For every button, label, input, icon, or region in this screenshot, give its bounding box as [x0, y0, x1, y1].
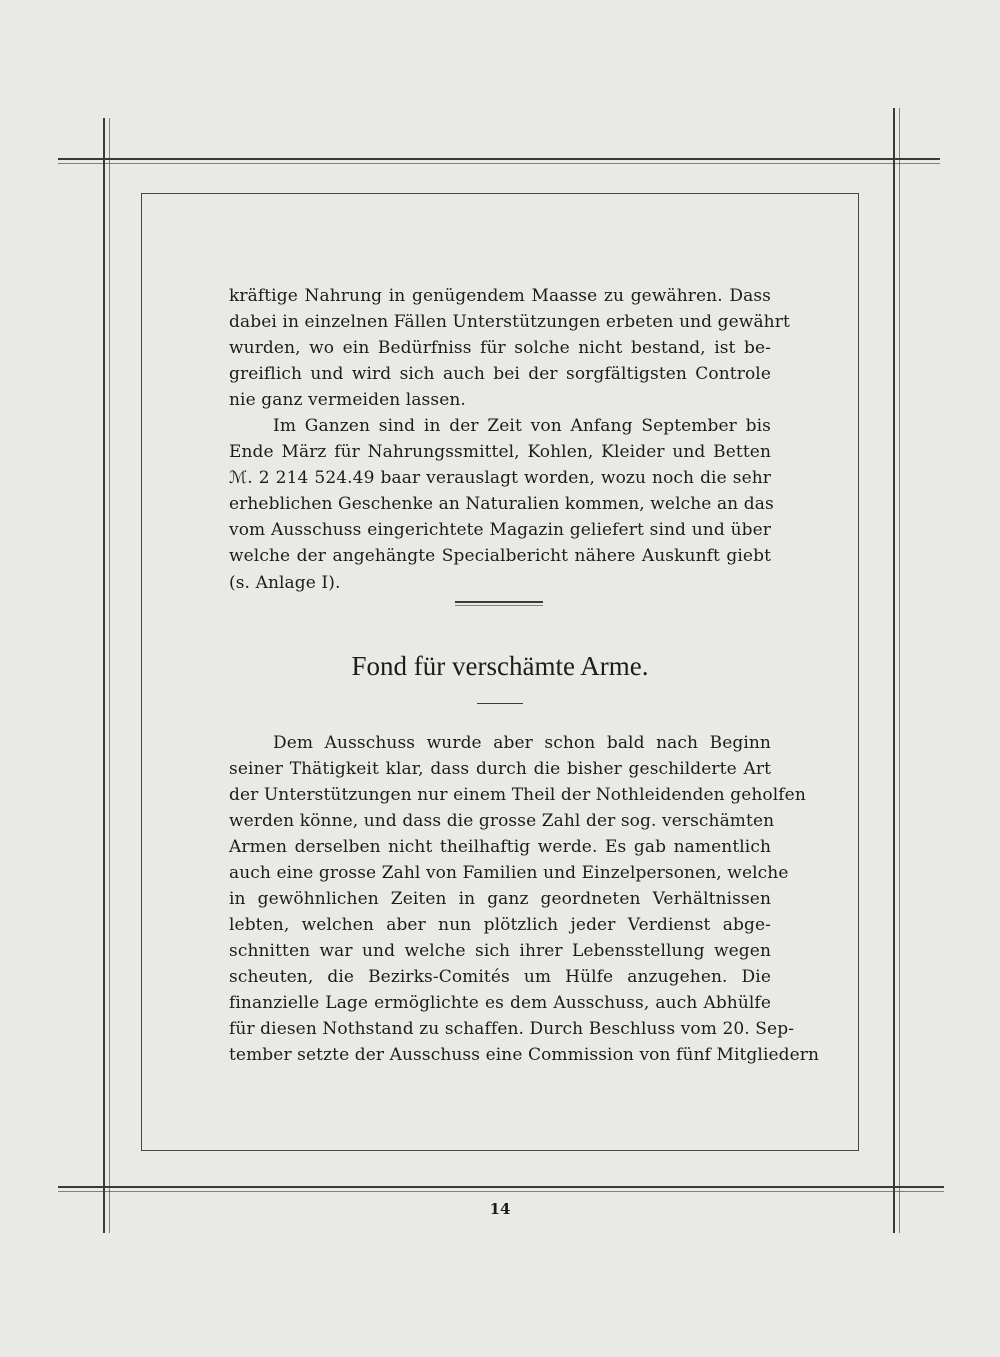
text-line: werden könne, und dass die grosse Zahl der sog. verschämten	[229, 811, 775, 831]
text-line: vom Ausschuss eingerichtete Magazin geliefert sind und über	[229, 520, 771, 540]
text-line: seiner Thätigkeit klar, dass durch die bisher geschilderte Art	[229, 759, 771, 779]
bottom-border-rule-thin	[58, 1191, 944, 1192]
text-line: Im Ganzen sind in der Zeit von Anfang September bis	[273, 416, 771, 436]
text-line: in gewöhnlichen Zeiten in ganz geordneten Verhältnissen	[229, 889, 771, 909]
text-line: nie ganz vermeiden lassen.	[229, 390, 466, 410]
text-line: Dem Ausschuss wurde aber schon bald nach Beginn	[273, 733, 771, 753]
section-separator-rule	[455, 601, 543, 603]
text-line: finanzielle Lage ermöglichte es dem Ausschuss, auch Abhülfe	[229, 993, 771, 1013]
section-separator-rule-thin	[455, 605, 543, 606]
text-line: Armen derselben nicht theilhaftig werde. Es gab namentlich	[229, 837, 771, 857]
text-line: dabei in einzelnen Fällen Unterstützungen erbeten und gewährt	[229, 312, 790, 332]
text-line: der Unterstützungen nur einem Theil der Nothleidenden geholfen	[229, 785, 806, 805]
text-line: erheblichen Geschenke an Naturalien kommen, welche an das	[229, 494, 774, 514]
text-line: (s. Anlage I).	[229, 573, 341, 593]
text-line: lebten, welchen aber nun plötzlich jeder Verdienst abge-	[229, 915, 771, 935]
right-border-rule-thin	[899, 108, 900, 1233]
right-border-rule	[893, 108, 895, 1233]
text-line: für diesen Nothstand zu schaffen. Durch Beschluss vom 20. Sep-	[229, 1019, 795, 1039]
text-line: welche der angehängte Specialbericht nähere Auskunft giebt	[229, 546, 771, 566]
top-border-rule	[58, 158, 940, 160]
heading-underline-rule	[477, 703, 523, 704]
text-line: scheuten, die Bezirks-Comités um Hülfe anzugehen. Die	[229, 967, 771, 987]
left-border-rule-thin	[109, 118, 110, 1233]
section-heading: Fond für verschämte Arme.	[351, 651, 649, 681]
text-line: wurden, wo ein Bedürfniss für solche nicht bestand, ist be-	[229, 338, 771, 358]
text-line: greiflich und wird sich auch bei der sorgfältigsten Controle	[229, 364, 771, 384]
text-line: ℳ. 2 214 524.49 baar verauslagt worden, wozu noch die sehr	[229, 468, 771, 488]
text-line: kräftige Nahrung in genügendem Maasse zu gewähren. Dass	[229, 286, 771, 306]
text-line: Ende März für Nahrungssmittel, Kohlen, Kleider und Betten	[229, 442, 771, 462]
top-border-rule-thin	[58, 163, 940, 164]
page-number: 14	[489, 1200, 511, 1218]
bottom-border-rule	[58, 1186, 944, 1188]
text-line: tember setzte der Ausschuss eine Commission von fünf Mitgliedern	[229, 1045, 820, 1065]
text-line: auch eine grosse Zahl von Familien und Einzelpersonen, welche	[229, 863, 789, 883]
text-line: schnitten war und welche sich ihrer Lebensstellung wegen	[229, 941, 771, 961]
left-border-rule	[103, 118, 105, 1233]
